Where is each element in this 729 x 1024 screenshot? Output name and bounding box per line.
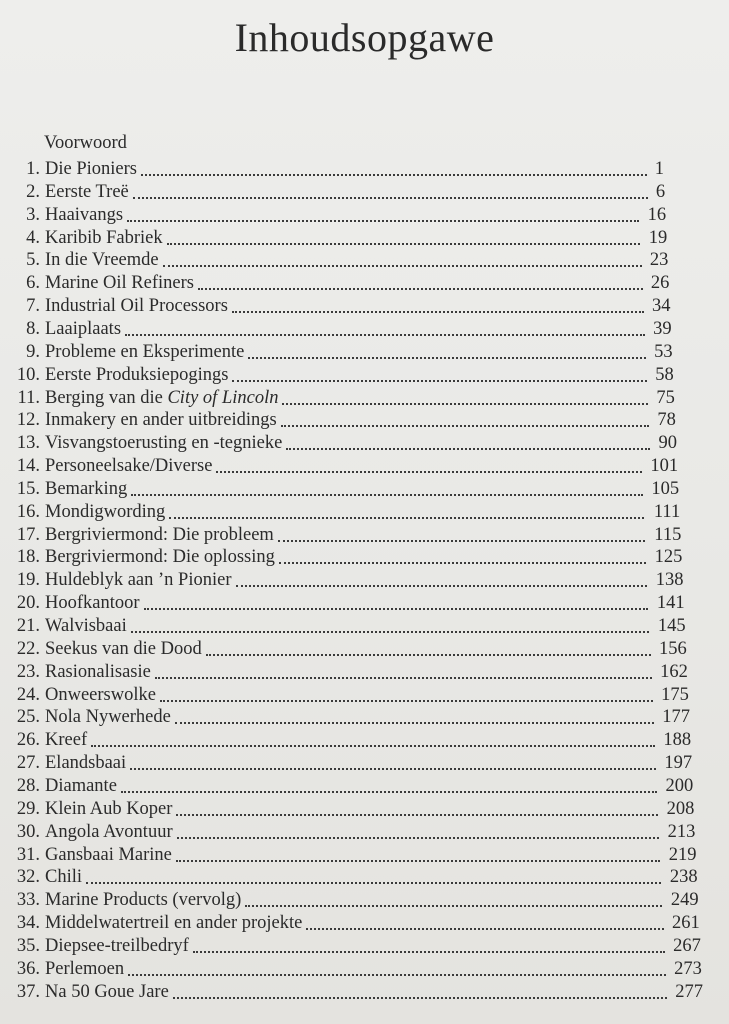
entry-page-number: 156: [659, 638, 687, 659]
entry-title: [45, 158, 137, 180]
dot-leader: [91, 745, 655, 747]
entry-page-number: 273: [674, 958, 702, 979]
entry-title: [45, 295, 228, 317]
entry-title: [45, 615, 127, 637]
entry-number: 17.: [16, 524, 40, 545]
toc-entry: [0, 227, 729, 249]
entry-page-number: 90: [658, 433, 677, 454]
entry-number: 21.: [16, 616, 40, 636]
entry-number: 32.: [16, 867, 40, 888]
toc-entry: [0, 318, 729, 340]
entry-title: [45, 592, 140, 614]
dot-leader: [306, 928, 663, 930]
entry-title: [45, 227, 163, 249]
entry-page-number: 125: [654, 547, 683, 568]
entry-number: 19.: [16, 570, 40, 591]
dot-leader: [133, 197, 648, 199]
toc-entry: [0, 981, 729, 1003]
entry-title: [45, 889, 241, 911]
toc-entry: [0, 524, 729, 546]
entry-title-text: Marine Oil Refiners: [45, 273, 194, 294]
entry-title-italic: City of Lincoln: [167, 387, 279, 408]
entry-page-number: 34: [652, 296, 671, 317]
toc-entry: [0, 775, 729, 797]
entry-title: [45, 272, 194, 294]
entry-page-number: 115: [654, 524, 682, 545]
entry-title: [45, 455, 212, 477]
toc-entry: [0, 478, 729, 500]
entry-number: 25.: [16, 707, 40, 728]
entry-title: [45, 204, 123, 226]
dot-leader: [282, 403, 648, 405]
entry-page-number: 16: [647, 204, 667, 225]
entry-number: 14.: [16, 456, 40, 477]
entry-number: 29.: [16, 798, 40, 819]
dot-leader: [198, 288, 643, 290]
toc-entry: [0, 546, 729, 568]
dot-leader: [281, 425, 649, 427]
entry-number: 2.: [26, 181, 40, 202]
entry-title-text: Karibib Fabriek: [45, 227, 163, 248]
entry-page-number: 141: [656, 593, 685, 614]
entry-title-text: Hoofkantoor: [45, 593, 140, 614]
toc-entry: [0, 569, 729, 591]
entry-number: 10.: [16, 364, 40, 385]
toc-entry: [0, 752, 729, 774]
entry-number: 8.: [26, 318, 40, 339]
toc-entry: [0, 866, 729, 888]
dot-leader: [125, 334, 645, 336]
entry-title-text: Nola Nywerhede: [45, 707, 171, 728]
dot-leader: [131, 631, 650, 633]
entry-number: 9.: [26, 341, 40, 362]
entry-page-number: 39: [653, 318, 672, 339]
entry-page-number: 188: [663, 730, 692, 751]
entry-number: 28.: [16, 775, 40, 796]
entry-title-text: Eerste Treë: [45, 181, 129, 202]
entry-title-text: Diepsee-treilbedryf: [45, 935, 189, 956]
entry-title: [45, 661, 151, 683]
entry-page-number: 261: [672, 913, 700, 934]
toc-entry: [0, 364, 729, 386]
entry-page-number: 6: [655, 181, 666, 202]
dot-leader: [167, 243, 641, 245]
toc-entry: [0, 912, 729, 934]
toc-entry: [0, 798, 729, 820]
dot-leader: [206, 654, 651, 656]
entry-title-text: Gansbaai Marine: [45, 844, 172, 865]
entry-number: 16.: [16, 501, 40, 522]
entry-page-number: 101: [650, 456, 679, 477]
entry-title-text: Berging van die: [45, 387, 168, 408]
entry-title: [45, 387, 278, 409]
entry-title-text: Elandsbaai: [45, 753, 127, 774]
dot-leader: [176, 860, 660, 862]
entry-title: [45, 638, 202, 660]
page-title: Inhoudsopgawe: [234, 15, 495, 60]
entry-title-text: Rasionalisasie: [45, 661, 151, 682]
entry-title-text: Inmakery en ander uitbreidings: [45, 410, 277, 431]
entry-title: [45, 775, 117, 797]
dot-leader: [160, 700, 653, 702]
entry-page-number: 219: [668, 844, 697, 865]
entry-number: 18.: [16, 547, 40, 568]
entry-title: [45, 364, 228, 386]
entry-number: 4.: [26, 227, 40, 248]
toc-entry: [0, 455, 729, 477]
dot-leader: [216, 471, 641, 473]
entry-page-number: 238: [669, 867, 698, 888]
entry-title: [45, 569, 232, 591]
toc-entry: [0, 889, 729, 911]
dot-leader: [177, 837, 660, 839]
entry-title-text: Klein Aub Koper: [45, 798, 173, 819]
entry-title-text: Seekus van die Dood: [45, 638, 202, 659]
entry-number: 35.: [16, 935, 40, 956]
entry-number: 6.: [26, 273, 40, 294]
toc-entry: [0, 249, 729, 271]
entry-title-text: Personeelsake/Diverse: [45, 456, 213, 477]
entry-number: 7.: [26, 296, 40, 317]
entry-number: 27.: [16, 753, 40, 774]
entry-title-text: Mondigwording: [45, 501, 166, 522]
dot-leader: [163, 265, 642, 267]
entry-page-number: 111: [653, 501, 681, 522]
entry-title: [45, 478, 127, 500]
dot-leader: [131, 494, 643, 496]
entry-number: 31.: [16, 844, 40, 865]
entry-title-text: Eerste Produksiepogings: [45, 364, 229, 385]
dot-leader: [286, 448, 650, 450]
entry-title: [45, 524, 274, 546]
entry-title-text: In die Vreemde: [45, 250, 159, 271]
entry-number: 11.: [17, 387, 40, 408]
entry-title-text: Industrial Oil Processors: [45, 296, 228, 317]
dot-leader: [232, 380, 647, 382]
entry-page-number: 175: [661, 684, 689, 705]
entry-title: [45, 181, 129, 203]
toc-entry: [0, 204, 729, 226]
entry-title: [45, 546, 275, 568]
entry-title: [45, 752, 126, 774]
entry-page-number: 53: [654, 341, 673, 362]
entry-title-text: Bergriviermond: Die probleem: [45, 524, 274, 545]
toc-entry: [0, 729, 729, 751]
toc-entry: [0, 409, 729, 431]
toc-entry: [0, 958, 729, 980]
entry-title-text: Laaiplaats: [45, 318, 122, 339]
entry-page-number: 277: [675, 981, 703, 1002]
entry-title-text: Onweerswolke: [45, 684, 156, 705]
entry-title: [45, 684, 156, 706]
entry-number: 33.: [16, 890, 40, 911]
dot-leader: [175, 722, 654, 724]
toc-entry: [0, 272, 729, 294]
entry-number: 34.: [16, 913, 40, 934]
entry-number: 30.: [16, 821, 40, 842]
dot-leader: [128, 974, 666, 976]
entry-title-text: Middelwatertreil en ander projekte: [45, 913, 303, 934]
entry-title: [45, 844, 172, 866]
entry-title: [45, 341, 244, 363]
entry-number: 23.: [16, 661, 40, 682]
entry-title: [45, 318, 121, 340]
toc-entry: [0, 661, 729, 683]
foreword-label: Voorwoord: [44, 133, 127, 153]
entry-title: [45, 958, 124, 980]
dot-leader: [86, 882, 661, 884]
entry-title-text: Na 50 Goue Jare: [45, 981, 169, 1002]
entry-title-text: Visvangstoerusting en -tegnieke: [45, 433, 283, 454]
toc-entry: [0, 158, 729, 180]
toc-entry: [0, 935, 729, 957]
entry-number: 15.: [16, 478, 40, 499]
entry-page-number: 26: [650, 273, 670, 294]
toc-entry: [0, 821, 729, 843]
dot-leader: [130, 768, 656, 770]
toc-entry: [0, 706, 729, 728]
entry-title-text: Probleme en Eksperimente: [45, 341, 245, 362]
entry-number: 5.: [26, 250, 40, 271]
entry-title-text: Huldeblyk aan ’n Pionier: [45, 570, 232, 591]
entry-page-number: 58: [655, 364, 674, 385]
toc-entry: [0, 844, 729, 866]
entry-number: 36.: [16, 958, 40, 979]
toc-entry: [0, 181, 729, 203]
entry-title: [45, 249, 159, 271]
dot-leader: [169, 517, 644, 519]
dot-leader: [193, 951, 665, 953]
toc-entry: [0, 684, 729, 706]
toc-entry: [0, 341, 729, 363]
entry-title-text: Angola Avontuur: [45, 821, 173, 842]
entry-page-number: 75: [656, 387, 675, 408]
toc-entry: [0, 592, 729, 614]
entry-title: [45, 501, 165, 523]
entry-page-number: 213: [667, 821, 696, 842]
entry-number: 37.: [16, 981, 40, 1002]
entry-page-number: 249: [670, 890, 699, 911]
entry-title-text: Die Pioniers: [45, 159, 137, 179]
toc-entry: [0, 295, 729, 317]
entry-page-number: 105: [651, 478, 680, 499]
entry-number: 26.: [16, 730, 40, 751]
entry-page-number: 23: [649, 250, 669, 271]
dot-leader: [232, 311, 644, 313]
entry-title: [45, 935, 189, 957]
toc-entry: [0, 615, 729, 637]
dot-leader: [144, 608, 649, 610]
entry-page-number: 1: [654, 159, 664, 179]
entry-number: 22.: [16, 638, 40, 659]
entry-title: [45, 866, 82, 888]
entry-title: [45, 706, 171, 728]
entry-title-text: Perlemoen: [45, 958, 125, 979]
entry-page-number: 197: [664, 753, 693, 774]
entry-number: 13.: [16, 433, 40, 454]
toc-entry: [0, 638, 729, 660]
entry-title: [45, 432, 282, 454]
entry-title: [45, 912, 302, 934]
dot-leader: [236, 585, 648, 587]
entry-page-number: 138: [655, 570, 684, 591]
entry-title-text: Diamante: [45, 775, 117, 796]
entry-title-text: Kreef: [45, 730, 88, 751]
entry-title-text: Marine Products (vervolg): [45, 890, 242, 911]
dot-leader: [173, 997, 667, 999]
dot-leader: [121, 791, 657, 793]
entry-number: 24.: [16, 684, 40, 705]
dot-leader: [141, 174, 647, 176]
entry-title: [45, 729, 87, 751]
entry-page-number: 267: [673, 935, 701, 956]
dot-leader: [155, 677, 652, 679]
dot-leader: [279, 562, 646, 564]
entry-title: [45, 981, 169, 1003]
entry-title-text: Haaivangs: [45, 204, 124, 225]
entry-number: 3.: [26, 204, 40, 225]
entry-title-text: Bergriviermond: Die oplossing: [45, 547, 275, 568]
entry-number: 20.: [16, 593, 40, 614]
toc-entry: [0, 432, 729, 454]
entry-page-number: 162: [660, 661, 688, 682]
entry-title: [45, 798, 172, 820]
entry-title-text: Bemarking: [45, 478, 128, 499]
entry-title-text: Chili: [45, 867, 83, 888]
entry-title-text: Walvisbaai: [45, 616, 127, 636]
dot-leader: [176, 814, 658, 816]
dot-leader: [127, 220, 639, 222]
entry-page-number: 200: [665, 775, 694, 796]
entry-page-number: 145: [657, 616, 686, 636]
entry-page-number: 177: [662, 707, 690, 728]
entry-page-number: 19: [648, 227, 668, 248]
dot-leader: [278, 540, 645, 542]
entry-number: 12.: [16, 410, 40, 431]
entry-title: [45, 821, 173, 843]
toc-entry: [0, 387, 729, 409]
toc-entry: [0, 501, 729, 523]
dot-leader: [245, 905, 662, 907]
entry-number: 1.: [26, 159, 40, 179]
entry-title: [45, 409, 277, 431]
dot-leader: [248, 357, 646, 359]
entry-page-number: 78: [657, 410, 676, 431]
entry-page-number: 208: [666, 798, 695, 819]
